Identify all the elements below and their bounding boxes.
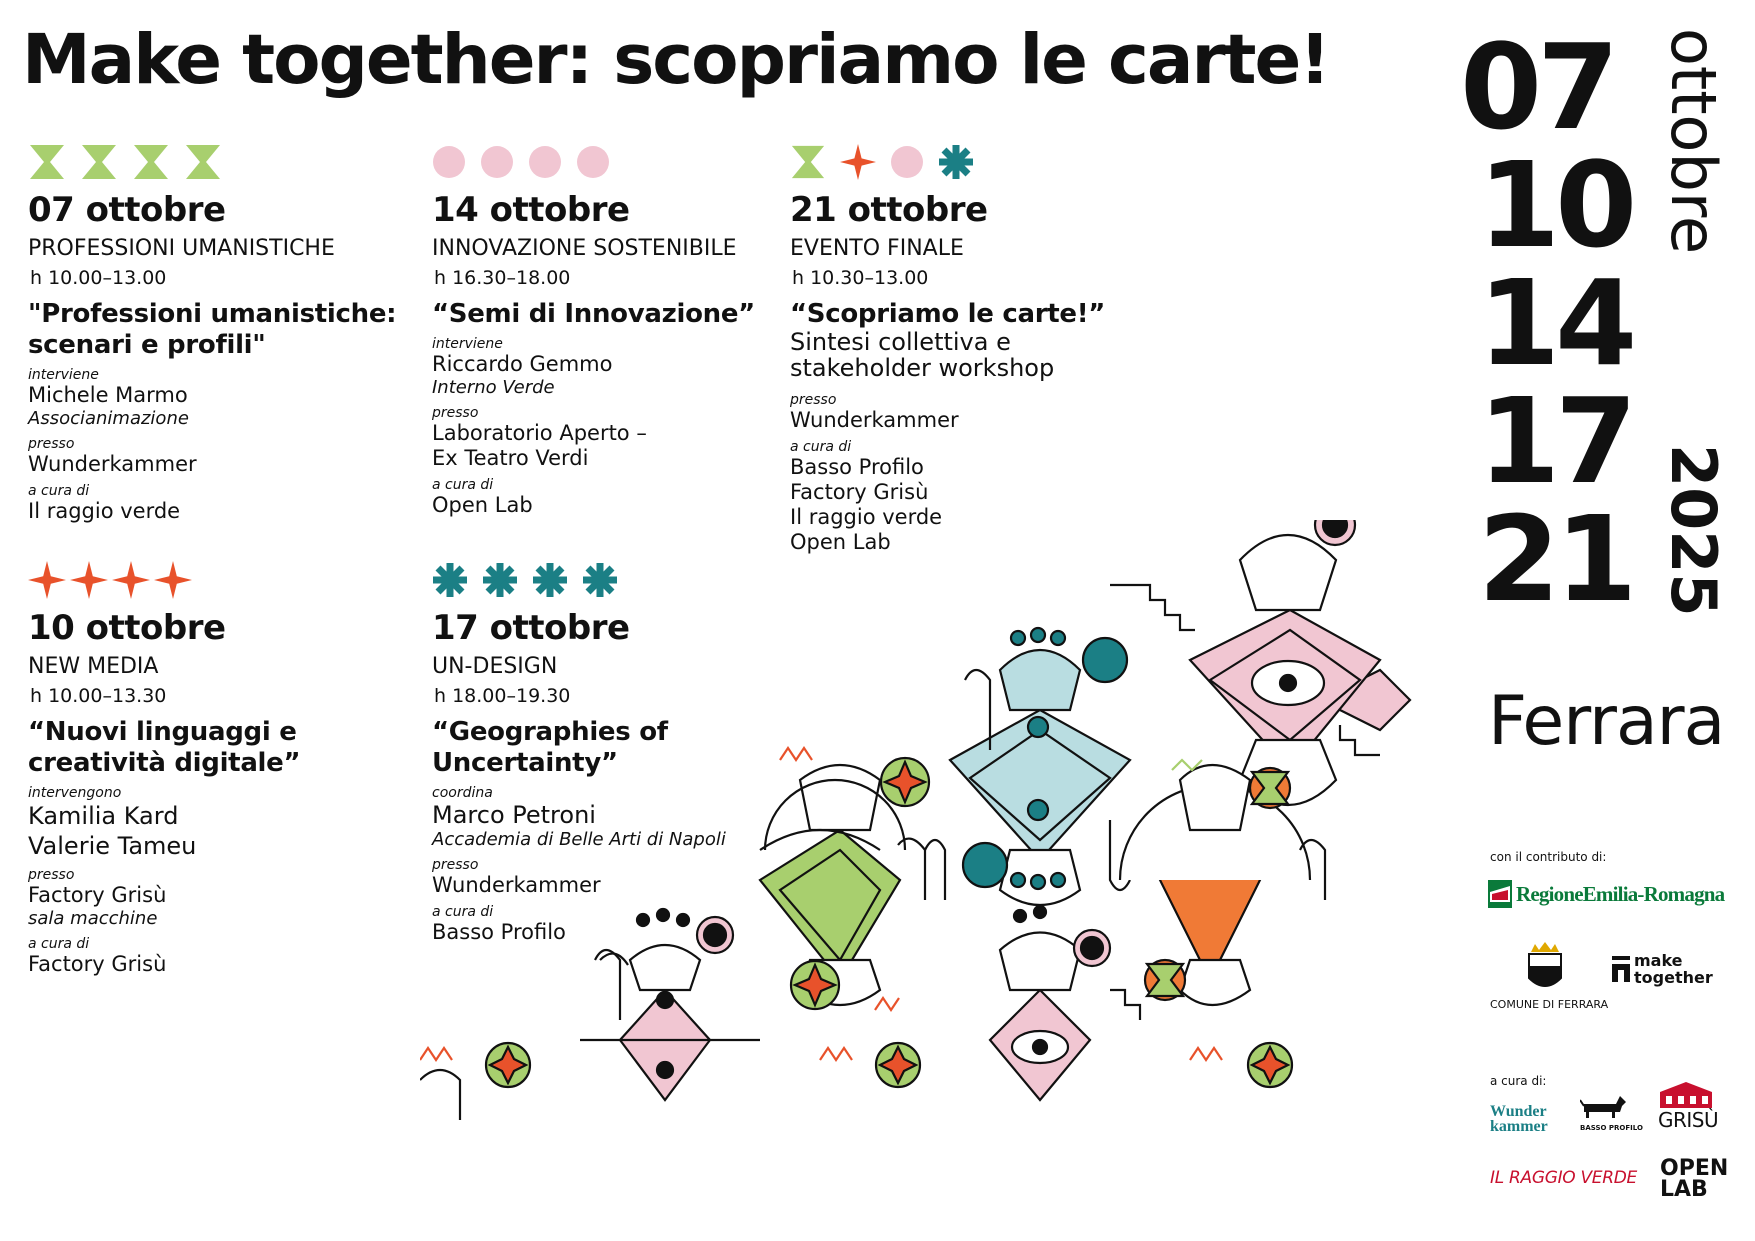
region-logo xyxy=(1488,880,1724,908)
event-date: 10 ottobre xyxy=(28,608,226,648)
event-subtitle-line2: stakeholder workshop xyxy=(790,354,1055,382)
event-10-ottobre xyxy=(28,558,428,977)
curator-name: Basso Profilo xyxy=(432,920,566,944)
region-name: RegioneEmilia-Romagna xyxy=(1516,881,1725,906)
hourglass-icon xyxy=(80,143,118,181)
big-date-10: 10 xyxy=(1478,136,1633,274)
event-subtitle-line1: Sintesi collettiva e xyxy=(790,328,1011,356)
circle-symbols xyxy=(432,140,832,184)
event-21-ottobre xyxy=(790,140,1190,555)
event-date: 14 ottobre xyxy=(432,190,630,230)
raggio-verde-logo: IL RAGGIO VERDE xyxy=(1490,1168,1637,1188)
mixed-symbols xyxy=(790,140,1190,184)
hourglass-symbols xyxy=(28,140,428,184)
pink-figure-bottom-left xyxy=(580,909,760,1100)
pink-figure-bottom-center xyxy=(990,906,1140,1100)
open-lab-logo: OPEN LAB xyxy=(1660,1156,1729,1202)
star-icon xyxy=(840,144,876,180)
comune-name: COMUNE DI FERRARA xyxy=(1490,998,1609,1011)
role-label: presso xyxy=(432,405,479,421)
star-icon xyxy=(112,560,150,600)
venue-note: sala macchine xyxy=(28,908,158,929)
event-category: NEW MEDIA xyxy=(28,654,159,679)
curator-name: Il raggio verde xyxy=(28,499,181,523)
event-hours: h 10.00–13.00 xyxy=(30,267,167,289)
big-date-21: 21 xyxy=(1478,490,1633,628)
big-date-07: 07 xyxy=(1460,18,1615,156)
event-hours: h 18.00–19.30 xyxy=(434,685,571,707)
event-talk-title: “Geographies of Uncertainty” xyxy=(432,717,668,778)
circle-icon xyxy=(890,145,924,179)
asterisk-icon xyxy=(938,144,974,180)
role-label: coordina xyxy=(432,785,493,801)
event-category: UN-DESIGN xyxy=(432,654,558,679)
star-icon xyxy=(154,560,192,600)
comune-crest-icon xyxy=(1525,942,1565,998)
curator-name: Factory Grisù xyxy=(28,952,167,976)
circle-icon xyxy=(576,145,610,179)
role-label: intervengono xyxy=(28,785,122,801)
playing-card-illustration xyxy=(420,520,1470,1241)
month-label: ottobre xyxy=(1657,28,1730,255)
event-date: 21 ottobre xyxy=(790,190,988,230)
speaker-name: Marco Petroni xyxy=(432,801,596,829)
role-label: a cura di xyxy=(790,439,852,455)
page-title: Make together: scopriamo le carte! xyxy=(22,20,1329,100)
event-date: 07 ottobre xyxy=(28,190,226,230)
region-flag-icon xyxy=(1488,880,1512,908)
role-label: a cura di xyxy=(28,936,90,952)
role-label: presso xyxy=(28,867,75,883)
event-hours: h 16.30–18.00 xyxy=(434,267,571,289)
speaker-name: Riccardo Gemmo xyxy=(432,352,613,376)
role-label: interviene xyxy=(28,367,99,383)
speaker-name: Kamilia Kard xyxy=(28,802,179,830)
event-14-ottobre xyxy=(432,140,832,518)
bottom-edge-figures xyxy=(420,1043,1292,1120)
event-date: 17 ottobre xyxy=(432,608,630,648)
curator-name: Open Lab xyxy=(790,530,891,554)
wunderkammer-logo: Wunder kammer xyxy=(1490,1103,1548,1135)
hourglass-icon xyxy=(790,144,826,180)
venue-name: Wunderkammer xyxy=(432,873,601,897)
basso-profilo-logo: BASSO PROFILO xyxy=(1580,1124,1643,1132)
event-category: EVENTO FINALE xyxy=(790,236,964,261)
star-icon xyxy=(70,560,108,600)
city-label: Ferrara xyxy=(1488,682,1725,761)
big-date-17: 17 xyxy=(1478,372,1633,510)
role-label: presso xyxy=(432,857,479,873)
role-label: a cura di xyxy=(432,904,494,920)
circle-icon xyxy=(528,145,562,179)
venue-name-line1: Laboratorio Aperto – xyxy=(432,421,647,445)
speaker-name: Valerie Tameu xyxy=(28,832,197,860)
event-talk-title: “Semi di Innovazione” xyxy=(432,299,755,329)
make-together-logo xyxy=(1612,952,1724,986)
event-talk-title: “Scopriamo le carte!” xyxy=(790,299,1106,329)
curated-label: a cura di: xyxy=(1490,1074,1547,1088)
make-together-icon xyxy=(1612,956,1630,982)
venue-name: Factory Grisù xyxy=(28,883,167,907)
circle-icon xyxy=(480,145,514,179)
star-icon xyxy=(28,560,66,600)
role-label: a cura di xyxy=(432,477,494,493)
basso-profilo-dog-icon xyxy=(1580,1094,1628,1124)
big-date-14: 14 xyxy=(1478,254,1633,392)
event-category: INNOVAZIONE SOSTENIBILE xyxy=(432,236,737,261)
speaker-affiliation: Associanimazione xyxy=(28,408,189,429)
venue-name-line2: Ex Teatro Verdi xyxy=(432,446,589,470)
curator-name: Il raggio verde xyxy=(790,505,943,529)
role-label: presso xyxy=(790,392,837,408)
venue-name: Wunderkammer xyxy=(28,452,197,476)
grisu-logo: GRISÙ xyxy=(1658,1108,1719,1132)
curator-name: Open Lab xyxy=(432,493,533,517)
star-symbols xyxy=(28,558,428,602)
venue-name: Wunderkammer xyxy=(790,408,959,432)
event-hours: h 10.00–13.30 xyxy=(30,685,167,707)
curator-name: Factory Grisù xyxy=(790,480,929,504)
contrib-label: con il contributo di: xyxy=(1490,850,1607,864)
green-figure xyxy=(760,748,945,1010)
event-category: PROFESSIONI UMANISTICHE xyxy=(28,236,335,261)
speaker-affiliation: Accademia di Belle Arti di Napoli xyxy=(432,829,726,850)
year-label: 2025 xyxy=(1657,444,1730,617)
speaker-affiliation: Interno Verde xyxy=(432,377,555,398)
make-together-text: make together xyxy=(1634,951,1713,987)
role-label: a cura di xyxy=(28,483,90,499)
blue-figure xyxy=(950,628,1130,905)
event-07-ottobre xyxy=(28,140,428,524)
hourglass-icon xyxy=(28,143,66,181)
hourglass-icon xyxy=(132,143,170,181)
hourglass-icon xyxy=(184,143,222,181)
curator-name: Basso Profilo xyxy=(790,455,924,479)
event-talk-title: “Nuovi linguaggi e creatività digitale” xyxy=(28,717,301,778)
circle-icon xyxy=(432,145,466,179)
role-label: interviene xyxy=(432,336,503,352)
event-hours: h 10.30–13.00 xyxy=(792,267,929,289)
role-label: presso xyxy=(28,436,75,452)
speaker-name: Michele Marmo xyxy=(28,383,188,407)
event-talk-title: "Professioni umanistiche: scenari e profili" xyxy=(28,299,397,360)
